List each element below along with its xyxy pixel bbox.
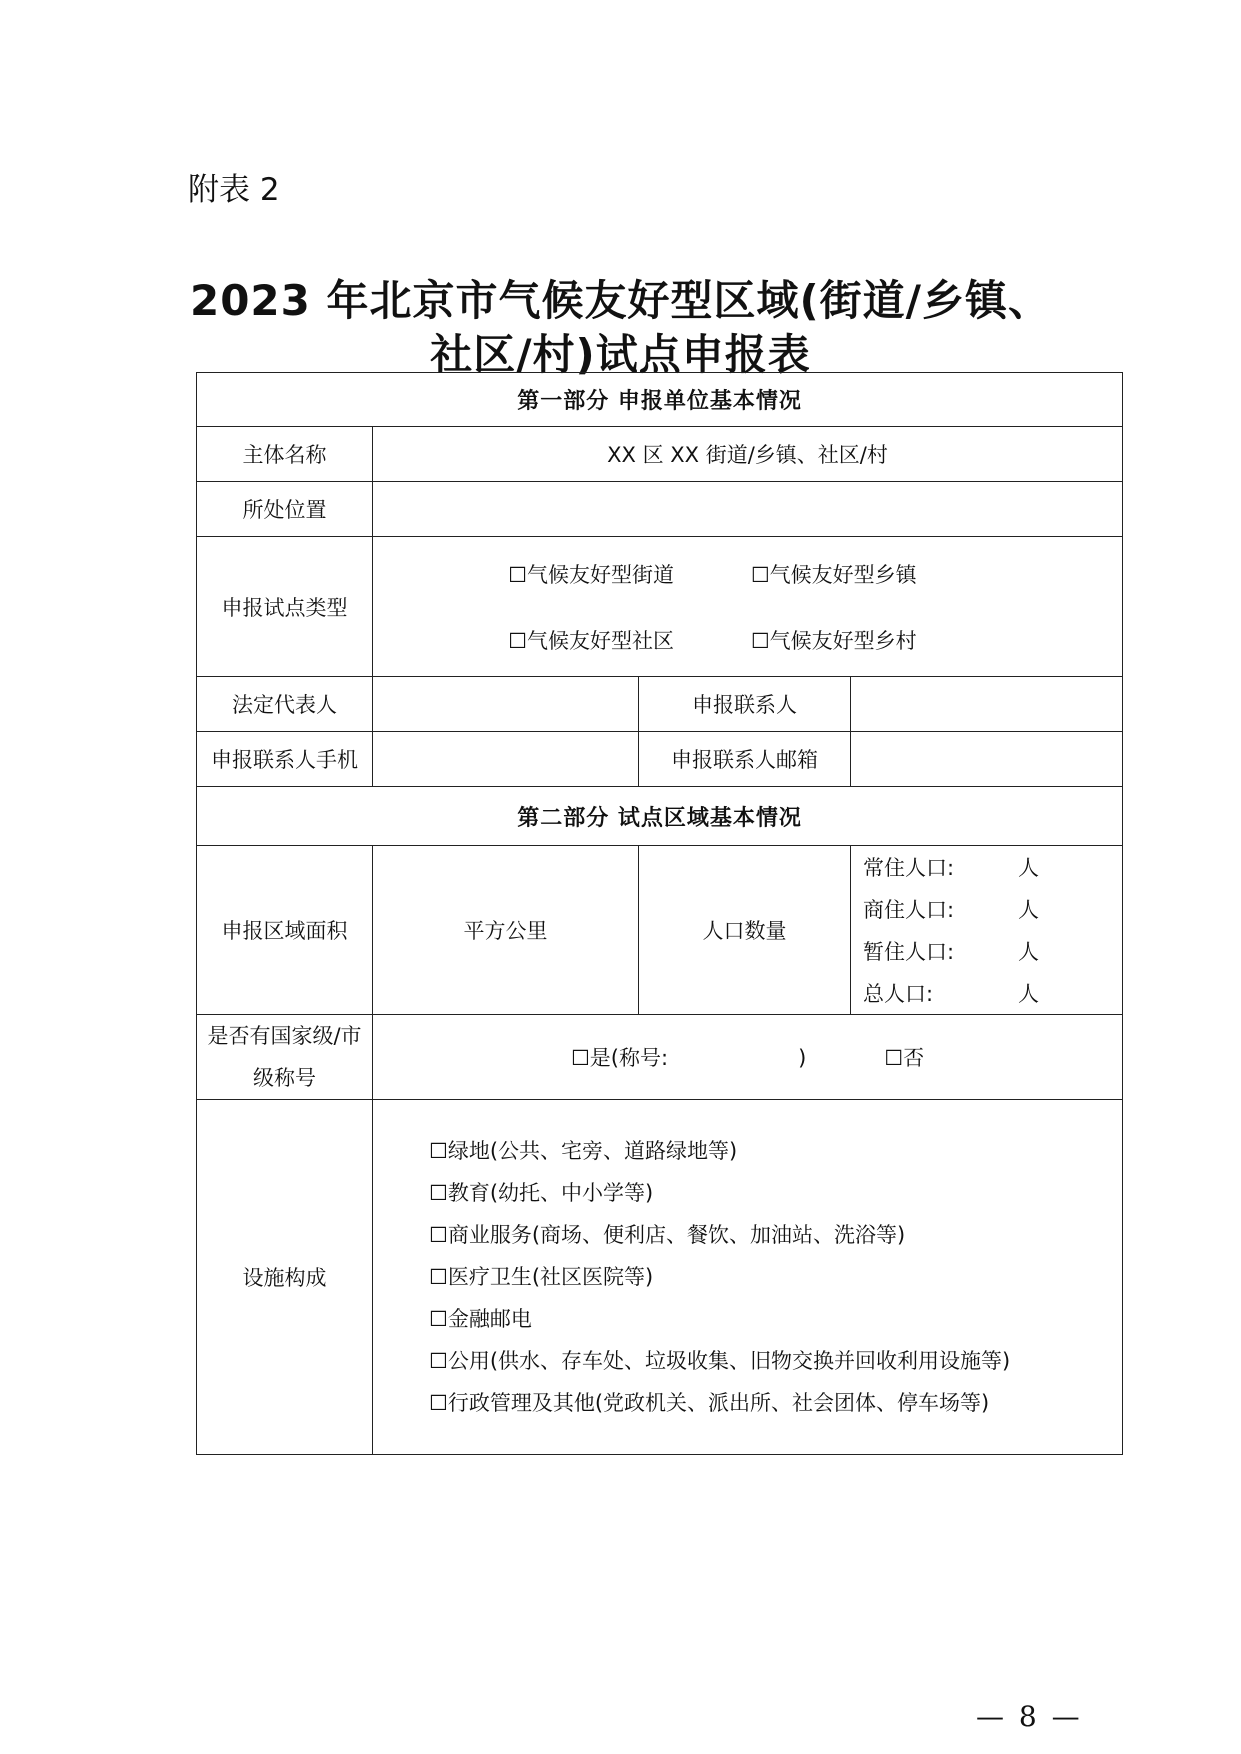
population-row-unit: 人 [1018,856,1039,880]
facility-option-administration[interactable]: ☐行政管理及其他(党政机关、派出所、社会团体、停车场等) [429,1391,990,1415]
location-field[interactable] [373,482,1123,537]
contact-email-field[interactable] [851,732,1123,787]
population-row-unit: 人 [1018,982,1039,1006]
legal-rep-field[interactable] [373,677,639,732]
form-title-line-1: 2023 年北京市气候友好型区域(街道/乡镇、 [189,276,1052,325]
population-breakdown [851,846,1123,1015]
area-unit: 平方公里 [463,919,548,943]
contact-field[interactable] [851,677,1123,732]
title-options [373,1015,1123,1100]
population-row[interactable] [863,972,1122,1014]
pilot-type-label: 申报试点类型 [197,537,373,677]
population-row-unit: 人 [1018,898,1039,922]
form-title-line-2: 社区/村)试点申报表 [430,330,811,379]
title-question-label: 是否有国家级/市级称号 [197,1015,373,1100]
area-field[interactable] [373,846,639,1015]
contact-email-label: 申报联系人邮箱 [639,732,851,787]
legal-rep-label: 法定代表人 [197,677,373,732]
population-row[interactable] [863,930,1122,972]
part1-header: 第一部分 申报单位基本情况 [197,373,1123,427]
title-yes-close: ) [798,1046,807,1070]
title-yes-option[interactable]: ☐是(称号: [570,1046,669,1070]
population-row-label: 总人口: [863,982,934,1006]
facilities-label: 设施构成 [197,1100,373,1455]
area-label: 申报区域面积 [197,846,373,1015]
population-row-label: 常住人口: [863,856,955,880]
pilot-type-options [373,537,1123,677]
option-climate-friendly-village[interactable]: ☐气候友好型乡村 [750,628,917,653]
entity-name-label: 主体名称 [197,427,373,482]
title-no-option[interactable]: ☐否 [884,1046,925,1070]
facility-option-medical[interactable]: ☐医疗卫生(社区医院等) [429,1265,654,1289]
population-label: 人口数量 [639,846,851,1015]
population-row[interactable] [863,888,1122,930]
facility-option-education[interactable]: ☐教育(幼托、中小学等) [429,1181,654,1205]
contact-phone-label: 申报联系人手机 [197,732,373,787]
location-label: 所处位置 [197,482,373,537]
facility-option-finance-post[interactable]: ☐金融邮电 [429,1307,532,1331]
contact-phone-field[interactable] [373,732,639,787]
population-row-label: 商住人口: [863,898,955,922]
entity-name-field[interactable]: XX 区 XX 街道/乡镇、社区/村 [373,427,1123,482]
facilities-options [373,1100,1123,1455]
contact-label: 申报联系人 [639,677,851,732]
facility-option-commercial[interactable]: ☐商业服务(商场、便利店、餐饮、加油站、洗浴等) [429,1223,906,1247]
application-form-table [196,372,1123,1455]
attachment-label: 附表 2 [188,172,280,208]
option-climate-friendly-town[interactable]: ☐气候友好型乡镇 [750,562,917,587]
population-row[interactable] [863,846,1122,888]
facility-option-public-utilities[interactable]: ☐公用(供水、存车处、垃圾收集、旧物交换并回收利用设施等) [429,1349,1011,1373]
part2-header: 第二部分 试点区域基本情况 [197,787,1123,846]
option-climate-friendly-community[interactable]: ☐气候友好型社区 [508,628,674,653]
page-number: — 8 — [976,1700,1083,1733]
facility-option-green-space[interactable]: ☐绿地(公共、宅旁、道路绿地等) [429,1139,738,1163]
population-row-label: 暂住人口: [863,940,955,964]
option-climate-friendly-subdistrict[interactable]: ☐气候友好型街道 [508,562,674,587]
population-row-unit: 人 [1018,940,1039,964]
